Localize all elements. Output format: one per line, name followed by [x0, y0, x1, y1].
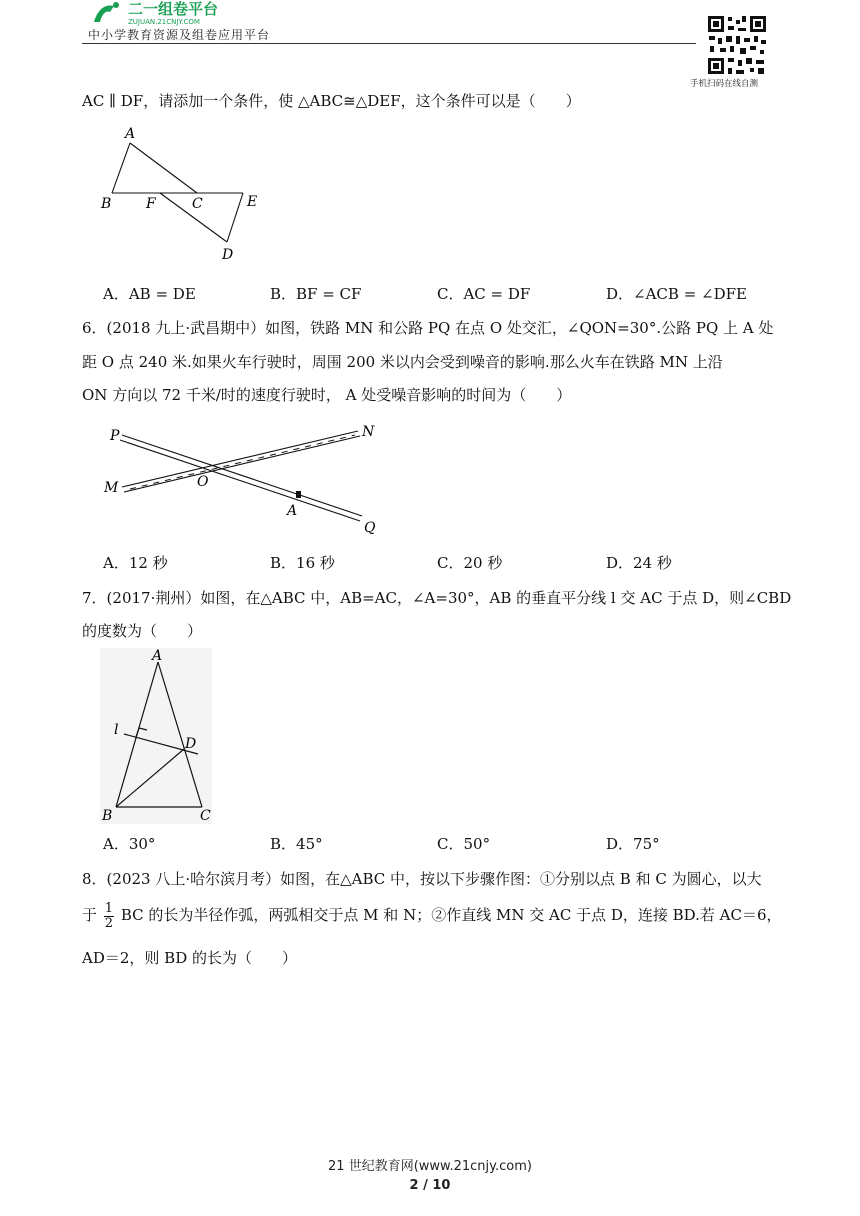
q5-label-e: E: [247, 194, 258, 210]
footer-site: 21 世纪教育网(www.21cnjy.com): [328, 1159, 532, 1174]
q6-option-d[interactable]: D．24 秒: [606, 554, 672, 572]
q5-label-b: B: [101, 196, 112, 212]
q5-stem: AC ∥ DF，请添加一个条件，使 △ABC≅△DEF，这个条件可以是（ ）: [82, 92, 581, 110]
q5-figure: [95, 120, 270, 265]
q7-line-2: 的度数为（ ）: [82, 622, 203, 640]
q6-option-b[interactable]: B．16 秒: [270, 554, 335, 572]
q5-label-c: C: [192, 196, 203, 212]
q8-fraction: [104, 902, 114, 931]
q5-label-d: D: [222, 247, 234, 263]
q7-label-l: l: [114, 722, 119, 738]
qr-code-icon[interactable]: [706, 14, 768, 76]
q6-label-n: N: [362, 424, 375, 440]
page-number: 2 / 10: [409, 1178, 451, 1193]
q6-label-q: Q: [364, 520, 376, 536]
q7-option-a[interactable]: A．30°: [103, 835, 156, 853]
q6-label-m: M: [104, 480, 119, 496]
qr-caption: 手机扫码在线自测: [690, 79, 759, 89]
header-subtitle: 中小学教育资源及组卷应用平台: [88, 28, 271, 42]
q8-line-2-text: BC 的长为半径作弧，两弧相交于点 M 和 N；②作直线 MN 交 AC 于点 D，连接 BD.若 AC＝6，: [120, 906, 782, 924]
q7-line-1: 7．(2017·荆州）如图，在△ABC 中，AB=AC，∠A=30°，AB 的垂直平分线 l 交 AC 于点 D，则∠CBD: [82, 589, 792, 607]
logo-subtext: ZUJUAN.21CNJY.COM: [128, 18, 200, 26]
q6-label-p: P: [110, 428, 120, 444]
platform-logo: [88, 0, 278, 26]
q8-fraction-denominator: 2: [104, 915, 114, 931]
q5-option-d[interactable]: D．∠ACB = ∠DFE: [606, 285, 747, 303]
q6-label-o: O: [197, 474, 209, 490]
q8-fraction-numerator: 1: [104, 900, 114, 916]
q8-line-1: 8．(2023 八上·哈尔滨月考）如图，在△ABC 中，按以下步骤作图：①分别以点 B 和 C 为圆心，以大: [82, 870, 762, 888]
q7-figure: [100, 648, 212, 824]
q7-label-b: B: [102, 808, 113, 824]
q5-option-a[interactable]: A．AB = DE: [103, 285, 196, 303]
q7-option-c[interactable]: C．50°: [437, 835, 491, 853]
q5-label-f: F: [146, 196, 156, 212]
q6-line-3: ON 方向以 72 千米/时的速度行驶时， A 处受噪音影响的时间为（ ）: [82, 386, 572, 404]
q8-line-2-prefix: 于: [82, 906, 98, 924]
q8-line-3: AD＝2，则 BD 的长为（ ）: [82, 949, 297, 967]
q7-label-c: C: [200, 808, 211, 824]
q5-option-c[interactable]: C．AC = DF: [437, 285, 531, 303]
header-divider: [82, 43, 696, 44]
q7-option-b[interactable]: B．45°: [270, 835, 323, 853]
q8-line-2: [82, 898, 782, 932]
q6-label-a: A: [287, 503, 298, 519]
q5-option-b[interactable]: B．BF = CF: [270, 285, 362, 303]
q7-option-d[interactable]: D．75°: [606, 835, 660, 853]
q6-figure: [100, 418, 390, 542]
q5-label-a: A: [125, 126, 136, 142]
q7-label-a: A: [152, 648, 163, 664]
q6-option-a[interactable]: A．12 秒: [103, 554, 168, 572]
q6-line-1: 6．(2018 九上·武昌期中）如图，铁路 MN 和公路 PQ 在点 O 处交汇，∠QON=30°.公路 PQ 上 A 处: [82, 319, 774, 337]
q6-option-c[interactable]: C．20 秒: [437, 554, 503, 572]
q6-line-2: 距 O 点 240 米.如果火车行驶时，周围 200 米以内会受到噪音的影响.那么火车在铁路 MN 上沿: [82, 353, 723, 371]
logo-text: 二一组卷平台: [128, 0, 219, 18]
q7-label-d: D: [185, 736, 197, 752]
